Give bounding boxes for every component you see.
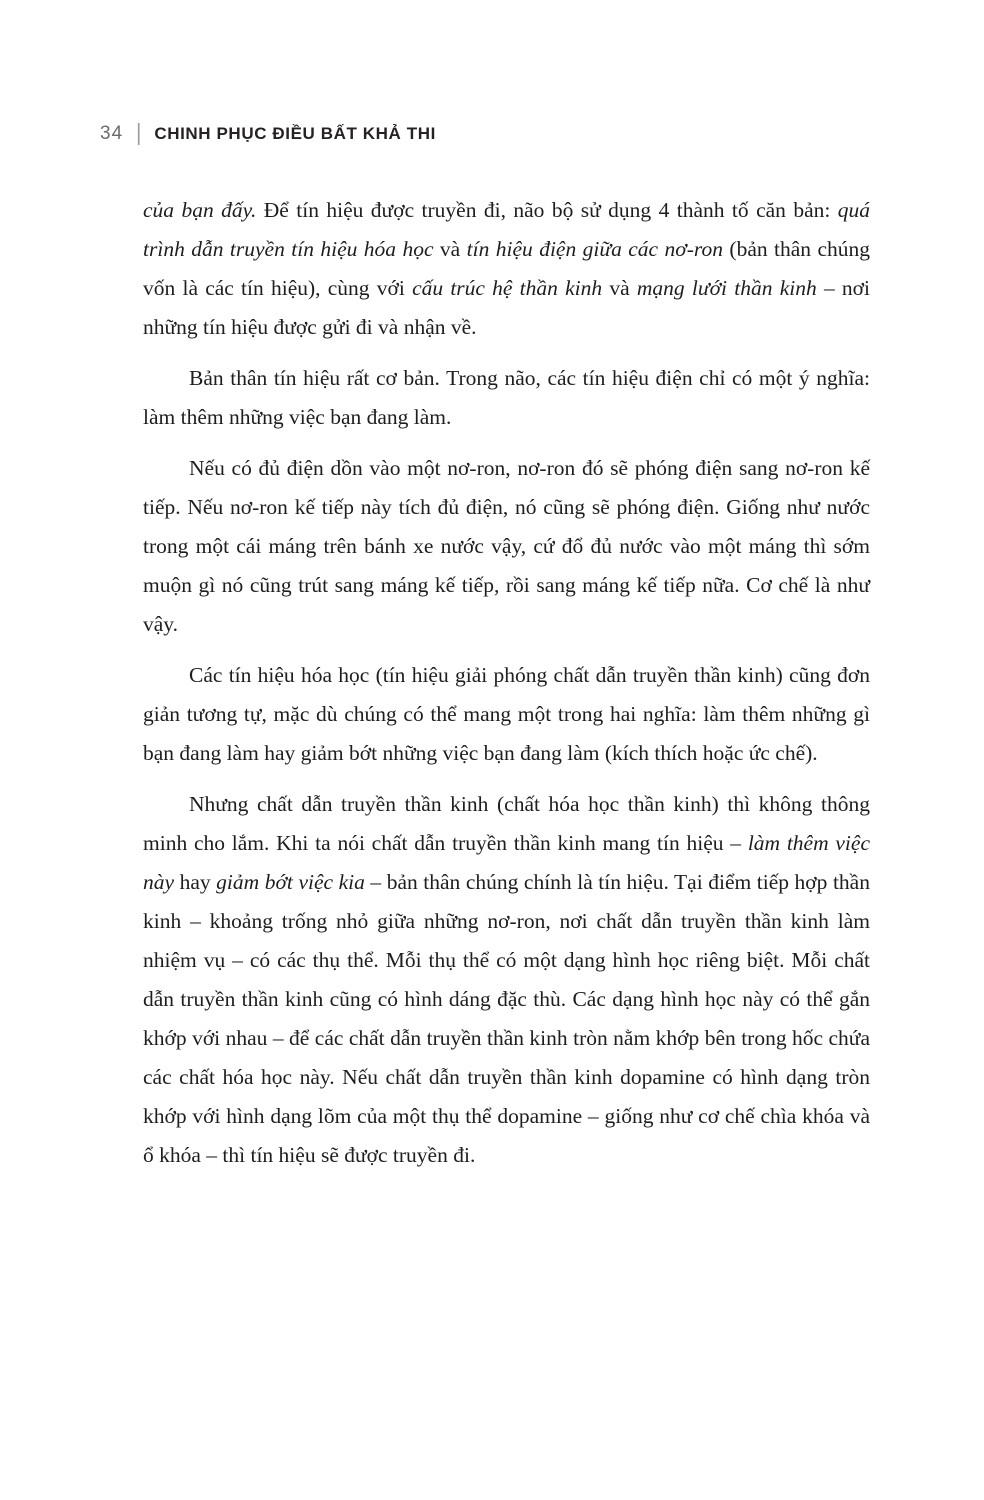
italic-text-run: của bạn đấy. xyxy=(143,198,257,222)
text-run: (bản thân chúng vốn là các tín hiệu), cùng với xyxy=(143,237,871,300)
text-run: và xyxy=(602,276,637,300)
italic-text-run: cấu trúc hệ thần kinh xyxy=(412,276,603,300)
text-run: và xyxy=(433,237,467,261)
paragraph xyxy=(143,449,870,644)
italic-text-run: giảm bớt việc kia xyxy=(216,870,365,894)
paragraph xyxy=(143,191,870,347)
body-text xyxy=(143,191,870,1187)
text-run: Bản thân tín hiệu rất cơ bản. Trong não, các tín hiệu điện chỉ có một ý nghĩa: làm thêm những việc bạn đang làm. xyxy=(143,366,870,429)
italic-text-run: làm thêm việc này xyxy=(143,831,870,894)
paragraph xyxy=(143,785,870,1175)
chapter-title: CHINH PHỤC ĐIỀU BẤT KHẢ THI xyxy=(154,123,436,143)
text-run: – nơi những tín hiệu được gửi đi và nhận về. xyxy=(143,276,870,339)
italic-text-run: tín hiệu điện giữa các nơ-ron xyxy=(466,237,723,261)
running-header xyxy=(100,122,436,145)
paragraph xyxy=(143,359,870,437)
text-run: hay xyxy=(174,870,217,894)
header-divider: | xyxy=(136,120,142,146)
text-run: – bản thân chúng chính là tín hiệu. Tại điểm tiếp hợp thần kinh – khoảng trống nhỏ giữa những nơ-ron, nơi chất dẫn truyền thần kinh làm nhiệm vụ – có các thụ thể. Mỗi thụ thể có một dạng hình học riêng biệt. Mỗi chất dẫn truyền thần kinh cũng có hình dáng đặc thù. Các dạng hình học này có thể gắn khớp với nhau – để các chất dẫn truyền thần kinh tròn nằm khớp bên trong hốc chứa các chất hóa học này. Nếu chất dẫn truyền thần kinh dopamine có hình dạng tròn khớp với hình dạng lõm của một thụ thể dopamine – giống như cơ chế chìa khóa và ổ khóa – thì tín hiệu sẽ được truyền đi. xyxy=(143,870,870,1167)
page-number: 34 xyxy=(100,122,124,144)
text-run: Nếu có đủ điện dồn vào một nơ-ron, nơ-ron đó sẽ phóng điện sang nơ-ron kế tiếp. Nếu nơ-ron kế tiếp này tích đủ điện, nó cũng sẽ phóng điện. Giống như nước trong một cái máng trên bánh xe nước vậy, cứ đổ đủ nước vào một máng thì sớm muộn gì nó cũng trút sang máng kế tiếp, rồi sang máng kế tiếp nữa. Cơ chế là như vậy. xyxy=(143,456,870,636)
text-run: Để tín hiệu được truyền đi, não bộ sử dụng 4 thành tố căn bản: xyxy=(256,198,838,222)
italic-text-run: quá trình dẫn truyền tín hiệu hóa học xyxy=(143,198,870,261)
italic-text-run: mạng lưới thần kinh xyxy=(636,276,817,300)
paragraph xyxy=(143,656,870,773)
text-run: Nhưng chất dẫn truyền thần kinh (chất hóa học thần kinh) thì không thông minh cho lắm. Khi ta nói chất dẫn truyền thần kinh mang tín hiệu – xyxy=(143,792,870,855)
text-run: Các tín hiệu hóa học (tín hiệu giải phóng chất dẫn truyền thần kinh) cũng đơn giản tương tự, mặc dù chúng có thể mang một trong hai nghĩa: làm thêm những gì bạn đang làm hay giảm bớt những việc bạn đang làm (kích thích hoặc ức chế). xyxy=(143,663,870,765)
